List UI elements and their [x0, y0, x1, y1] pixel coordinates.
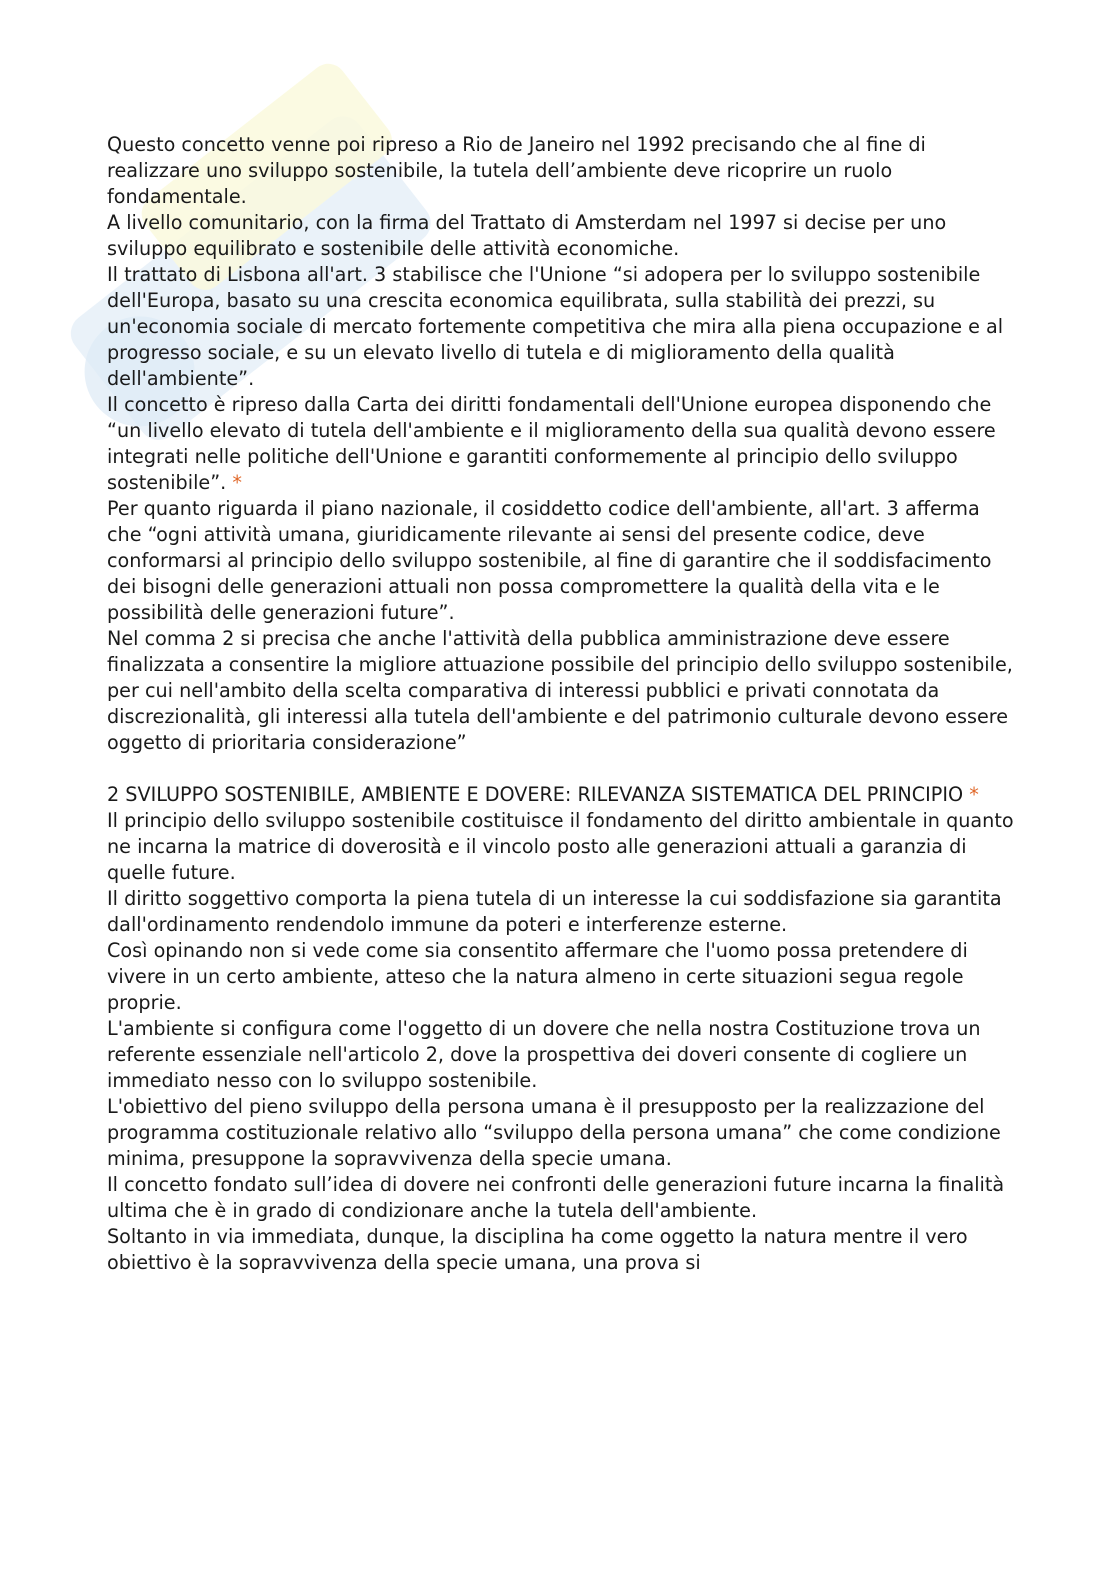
- quote-paragraph: [107, 418, 1017, 496]
- quote-text: “un livello elevato di tutela dell'ambiente e il miglioramento della sua qualità devono essere integrati nelle politiche dell'Unione e garantiti conformemente al principio dello sviluppo sostenibile”.: [107, 419, 996, 494]
- paragraph: L'obiettivo del pieno sviluppo della persona umana è il presupposto per la realizzazione del programma costituzionale relativo allo “sviluppo della persona umana” che come condizione minima, presuppone la sopravvivenza della specie umana.: [107, 1095, 1001, 1170]
- paragraph: Il concetto è ripreso dalla Carta dei diritti fondamentali dell'Unione europea disponendo che: [107, 393, 992, 416]
- paragraph: Per quanto riguarda il piano nazionale, il cosiddetto codice dell'ambiente, all'art. 3 afferma che “ogni attività umana, giuridicamente rilevante ai sensi del presente codice, deve conformarsi al principio dello sviluppo sostenibile, al fine di garantire che il soddisfacimento dei bisogni delle generazioni attuali non possa compromettere la qualità della vita e le possibilità delle generazioni future”.: [107, 497, 992, 624]
- section-heading: [107, 782, 1017, 808]
- paragraph: Nel comma 2 si precisa che anche l'attività della pubblica amministrazione deve essere finalizzata a consentire la migliore attuazione possibile del principio dello sviluppo sostenibile, per cui nell'ambito della scelta comparativa di interessi pubblici e privati connotata da discrezionalità, gli interessi alla tutela dell'ambiente e del patrimonio culturale devono essere oggetto di prioritaria considerazione”: [107, 627, 1013, 754]
- paragraph: Soltanto in via immediata, dunque, la disciplina ha come oggetto la natura mentre il vero obiettivo è la sopravvivenza della specie umana, una prova si: [107, 1225, 968, 1274]
- paragraph: L'ambiente si configura come l'oggetto di un dovere che nella nostra Costituzione trova un referente essenziale nell'articolo 2, dove la prospettiva dei doveri consente di cogliere un immediato nesso con lo sviluppo sostenibile.: [107, 1017, 981, 1092]
- paragraph: Così opinando non si vede come sia consentito affermare che l'uomo possa pretendere di vivere in un certo ambiente, atteso che la natura almeno in certe situazioni segua regole proprie.: [107, 939, 968, 1014]
- paragraph: Il trattato di Lisbona all'art. 3 stabilisce che l'Unione “si adopera per lo sviluppo sostenibile dell'Europa, basato su una crescita economica equilibrata, sulla stabilità dei prezzi, su un'economia sociale di mercato fortemente competitiva che mira alla piena occupazione e al progresso sociale, e su un elevato livello di tutela e di miglioramento della qualità dell'ambiente”.: [107, 263, 1004, 390]
- paragraph: A livello comunitario, con la firma del Trattato di Amsterdam nel 1997 si decise per uno sviluppo equilibrato e sostenibile delle attività economiche.: [107, 211, 947, 260]
- section-heading-text: 2 SVILUPPO SOSTENIBILE, AMBIENTE E DOVERE: RILEVANZA SISTEMATICA DEL PRINCIPIO: [107, 783, 964, 806]
- spacer: [107, 756, 1017, 782]
- paragraph: Il principio dello sviluppo sostenibile costituisce il fondamento del diritto ambientale in quanto ne incarna la matrice di doverosità e il vincolo posto alle generazioni attuali a garanzia di quelle future.: [107, 809, 1014, 884]
- asterisk-marker: *: [232, 471, 242, 494]
- paragraph: Questo concetto venne poi ripreso a Rio de Janeiro nel 1992 precisando che al fine di realizzare uno sviluppo sostenibile, la tutela dell’ambiente deve ricoprire un ruolo fondamentale.: [107, 133, 926, 208]
- paragraph: Il concetto fondato sull’idea di dovere nei confronti delle generazioni future incarna la finalità ultima che è in grado di condizionare anche la tutela dell'ambiente.: [107, 1173, 1005, 1222]
- document-body: [107, 132, 1017, 1276]
- paragraph: Il diritto soggettivo comporta la piena tutela di un interesse la cui soddisfazione sia garantita dall'ordinamento rendendolo immune da poteri e interferenze esterne.: [107, 887, 1002, 936]
- asterisk-marker: *: [969, 783, 979, 806]
